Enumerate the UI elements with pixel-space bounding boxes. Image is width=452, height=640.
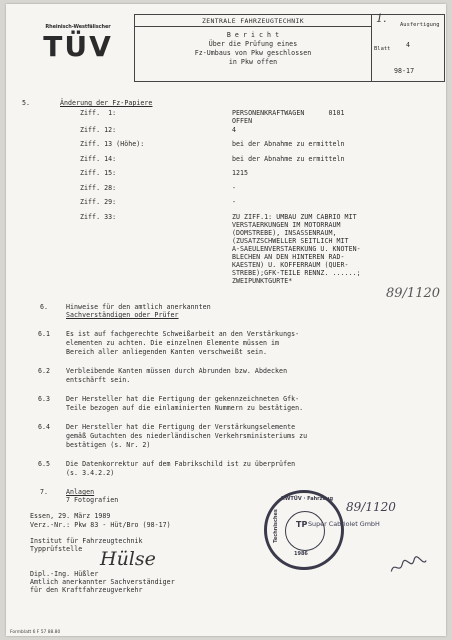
item-line: (s. 3.4.2.2) (66, 469, 115, 477)
seal-center: TP (296, 520, 308, 529)
signer-role-2: für den Kraftfahrzeugverkehr (30, 586, 143, 594)
item-line: entschärft sein. (66, 376, 131, 384)
item-line: Teile bezogen auf die einlaminierten Nummern zu bestätigen. (66, 404, 304, 412)
section-7-number: 7. (40, 488, 49, 496)
item-number: 6.3 (38, 395, 51, 403)
logo-subtitle: Rheinisch-Westfälischer (45, 24, 111, 30)
seal-inner-ring (285, 511, 325, 551)
ziff-33-line: ZWEIPUNKTGURTE* (232, 277, 293, 285)
scribble-icon (388, 554, 430, 577)
ziff-label: Ziff. 13 (Höhe): (80, 140, 145, 148)
item-line: elementen zu achten. Die einzelnen Elemente müssen im (66, 339, 280, 347)
item-line: Bereich aller anliegenden Kanten verschweißt sein. (66, 348, 267, 356)
item-number: 6.4 (38, 423, 51, 431)
ziff-33-line: (DOMSTREBE), INSASSENRAUM, (232, 229, 337, 237)
section-6-title-2: Sachverständigen oder Prüfer (66, 311, 179, 319)
subject-line-1: Über die Prüfung eines (208, 40, 298, 48)
stamp-signature-scribble (371, 540, 433, 596)
form-number: Formblatt 6 F 57 88.80 (10, 630, 61, 635)
company-stamp: Super Cabriolet GmbH (308, 520, 380, 528)
seal-text-top: RWTÜV · Fahrzeug (281, 496, 334, 502)
ziff-value: - (232, 198, 237, 206)
header-box (134, 14, 372, 82)
section-5-number: 5. (22, 99, 31, 107)
ziff-33-line: KAESTEN) U. KOFFERRAUM (QUER- (232, 261, 349, 269)
item-line: bestätigen (s. Nr. 2) (66, 441, 151, 449)
subject-line-3: in Pkw offen (228, 58, 278, 66)
item-line: Der Hersteller hat die Fertigung der Verstärkungselemente (66, 423, 296, 431)
seal-text-left: Technisches (272, 509, 279, 543)
item-number: 6.1 (38, 330, 51, 338)
ziff-value: PERSONENKRAFTWAGEN 0101 (232, 109, 345, 117)
item-line: Der Hersteller hat die Fertigung der gekennzeichneten Gfk- (66, 395, 300, 403)
handwritten-ref: 89/1120 (386, 286, 441, 301)
ziff-label: Ziff. 14: (80, 155, 117, 163)
section-6-number: 6. (40, 303, 49, 311)
document-page (6, 4, 446, 636)
handwritten-signature: Hülse (100, 548, 156, 570)
reference-number: Verz.-Nr.: Pkw 83 - Hüt/Bro (98-17) (30, 521, 171, 529)
blatt-number: 4 (406, 41, 411, 49)
official-seal (264, 490, 344, 570)
stamp-handwritten-number: 89/1120 (346, 500, 396, 514)
item-line: gemäß Gutachten des niederländischen Verkehrsministeriums zu (66, 432, 308, 440)
item-number: 6.5 (38, 460, 51, 468)
ziff-33-line: STREBE);GFK-TEILE RENNZ. ......; (232, 269, 361, 277)
ziff-label: Ziff. 15: (80, 169, 117, 177)
ziff-label: Ziff. 29: (80, 198, 117, 206)
ziff-value: OFFEN (232, 117, 253, 125)
ziff-33-line: VERSTAERKUNGEN IM MOTORRAUM (232, 221, 341, 229)
ziff-value: bei der Abnahme zu ermitteln (232, 140, 345, 148)
ziff-value: ZU ZIFF.1: UMBAU ZUM CABRIO MIT (232, 213, 357, 221)
ziff-value: 4 (232, 126, 237, 134)
header-title: ZENTRALE FAHRZEUGTECHNIK (202, 17, 304, 25)
ziff-value: - (232, 184, 237, 192)
ausfertigung-label: Ausfertigung (400, 22, 440, 28)
section-6-title-1: Hinweise für den amtlich anerkannten (66, 303, 211, 311)
ziff-label: Ziff. 28: (80, 184, 117, 192)
blatt-label: Blatt (374, 46, 391, 52)
tuv-logo (34, 24, 122, 72)
ziff-33-line: A-SAEULENVERSTAERKUNG U. KNOTEN- (232, 245, 361, 253)
ziff-value: 1215 (232, 169, 249, 177)
ausfertigung-number: 1. (376, 12, 387, 25)
header-meta-box (370, 14, 445, 82)
subject-line-2: Fz-Umbaus von Pkw geschlossen (194, 49, 312, 57)
place-date: Essen, 29. März 1989 (30, 512, 111, 520)
signer-role-1: Amtlich anerkannter Sachverständiger (30, 578, 175, 586)
seal-text-bottom: 1986 (294, 551, 308, 557)
ziff-33-line: BLECHEN AN DEN HINTEREN RAD- (232, 253, 345, 261)
ziff-label: Ziff. 1: (80, 109, 117, 117)
section-7-item: 7 Fotografien (66, 496, 119, 504)
logo-wordmark: TÜV (43, 30, 113, 63)
ziff-33-line: (ZUSATZSCHWELLER SEITLICH MIT (232, 237, 349, 245)
section-5-title: Änderung der Fz-Papiere (60, 99, 153, 107)
institute-line-2: Typprüfstelle (30, 545, 83, 553)
section-7-title: Anlagen (66, 488, 95, 496)
item-line: Es ist auf fachgerechte Schweißarbeit an den Verstärkungs- (66, 330, 300, 338)
institute-line-1: Institut für Fahrzeugtechnik (30, 537, 143, 545)
signer-name: Dipl.-Ing. Hüßler (30, 570, 99, 578)
ziff-label: Ziff. 33: (80, 213, 117, 221)
report-ref: 98-17 (394, 67, 415, 75)
header-divider (135, 26, 371, 27)
ziff-value: bei der Abnahme zu ermitteln (232, 155, 345, 163)
doc-type: B e r i c h t (226, 31, 280, 39)
item-number: 6.2 (38, 367, 51, 375)
item-line: Die Datenkorrektur auf dem Fabrikschild ist zu überprüfen (66, 460, 296, 468)
item-line: Verbleibende Kanten müssen durch Abrunden bzw. Abdecken (66, 367, 288, 375)
ziff-label: Ziff. 12: (80, 126, 117, 134)
